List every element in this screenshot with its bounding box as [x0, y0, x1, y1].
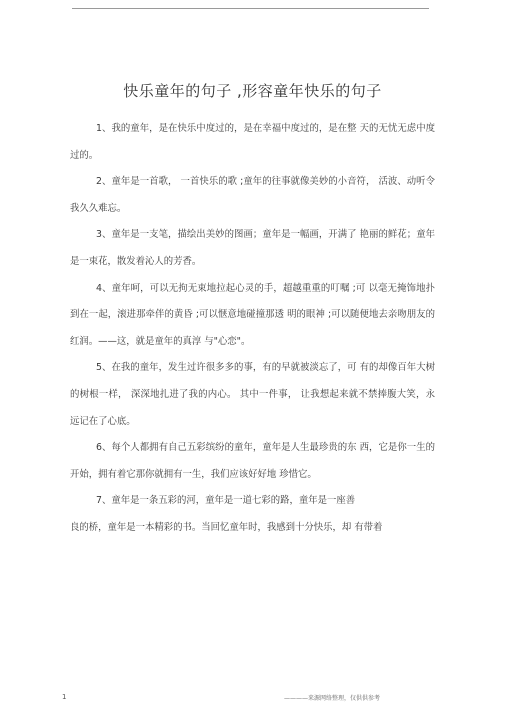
- document-title: 快乐童年的句子 ,形容童年快乐的句子: [123, 82, 382, 100]
- footer-source-note: ————来源网络整理，仅供供参考: [284, 695, 381, 702]
- paragraph-2: 2、童年是一首歌， 一首快乐的歌 ;童年的往事就像美妙的小音符， 活波、动听令我久久难忘。: [70, 176, 435, 214]
- header-rule: [72, 8, 429, 9]
- page-number: 1: [62, 693, 67, 701]
- paragraph-7-continued: 良的桥，童年是一本精彩的书。当回忆童年时，我感到十分快乐，却 有带着: [70, 521, 383, 533]
- paragraph-3: 3、童年是一支笔，描绘出美妙的图画；童年是一幅画，开满了 艳丽的鲜花；童年是一束花，散发着沁人的芳香。: [70, 229, 435, 267]
- paragraph-6: 6、每个人都拥有自己五彩缤纷的童年，童年是人生最珍贵的东 西，它是你一生的开始，拥有着它那你就拥有一生，我们应该好好地 珍惜它。: [70, 442, 435, 480]
- paragraph-4: 4、童年呵，可以无拘无束地拉起心灵的手，超越重重的叮嘱 ;可 以毫无掩饰地扑到在一起，滚进那牵伴的黄昏 ;可以惬意地碰撞那透 明的眼神 ;可以随便地去亲吻朋友的红润。——这，就是童年的真淳 与"心恋"。: [70, 282, 435, 347]
- document-body: [70, 116, 435, 542]
- paragraph-7: 7、童年是一条五彩的河，童年是一道七彩的路，童年是一座善: [96, 495, 356, 507]
- paragraph-1: 1、我的童年，是在快乐中度过的，是在幸福中度过的，是在整 天的无忧无虑中度过的。: [70, 123, 435, 161]
- paragraph-5: 5、在我的童年，发生过许很多多的事，有的早就被淡忘了，可 有的却像百年大树的树根一样， 深深地扎进了我的内心。 其中一件事， 让我想起来就不禁捧腹大笑，永远记在了心底。: [70, 362, 435, 427]
